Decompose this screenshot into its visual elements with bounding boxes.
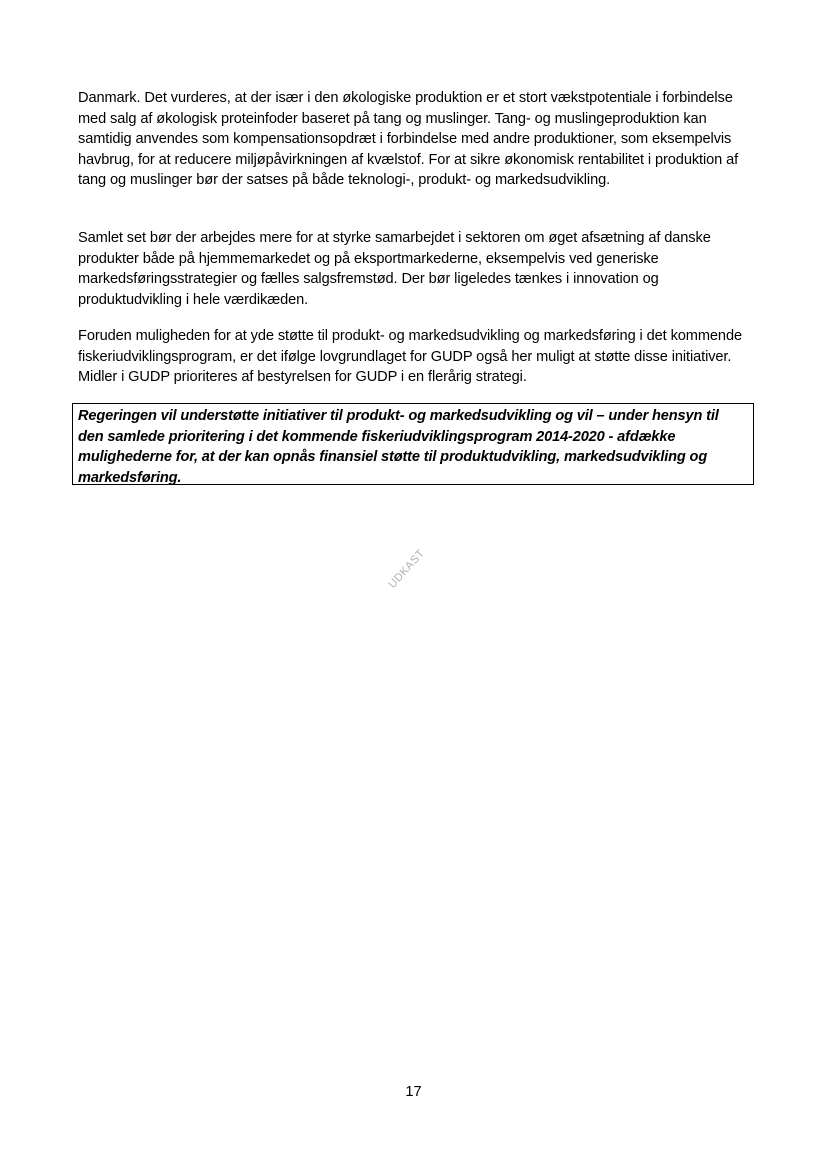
draft-watermark: UDKAST	[386, 547, 428, 591]
paragraph-gudp-support: Foruden muligheden for at yde støtte til produkt- og markedsudvikling og markedsføring i det kommende fiskeriudviklingsprogram, er det ifølge lovgrundlaget for GUDP også her muligt at støtte disse initiativer. Midler i GUDP prioriteres af bestyrelsen for GUDP i en flerårig strategi.	[78, 328, 742, 386]
paragraph-sector-cooperation: Samlet set bør der arbejdes mere for at styrke samarbejdet i sektoren om øget afsætning af danske produkter både på hjemmemarkedet og på eksportmarkederne, eksempelvis ved generiske markedsføringsstrategier og fælles salgsfremstød. Der bør ligeledes tænkes i innovation og produktudvikling i hele værdikæden.	[78, 230, 711, 308]
page-number: 17	[405, 1084, 422, 1100]
paragraph-seaweed-mussels: Danmark. Det vurderes, at der især i den økologiske produktion er et stort vækstpotentiale i forbindelse med salg af økologisk proteinfoder baseret på tang og muslinger. Tang- og muslingeproduktion kan samtidig anvendes som kompensationsopdræt i forbindelse med andre produktioner, som eksempelvis havbrug, for at reducere miljøpåvirkningen af kvælstof. For at sikre økonomisk rentabilitet i produktion af tang og muslinger bør der satses på både teknologi-, produkt- og markedsudvikling.	[78, 90, 739, 189]
government-statement-box: Regeringen vil understøtte initiativer til produkt- og markedsudvikling og vil – under hensyn til den samlede prioritering i det kommende fiskeriudviklingsprogram 2014-2020 - afdække mulighederne for, at der kan opnås finansiel støtte til produktudvikling, markedsudvikling og markedsføring.	[72, 403, 754, 485]
